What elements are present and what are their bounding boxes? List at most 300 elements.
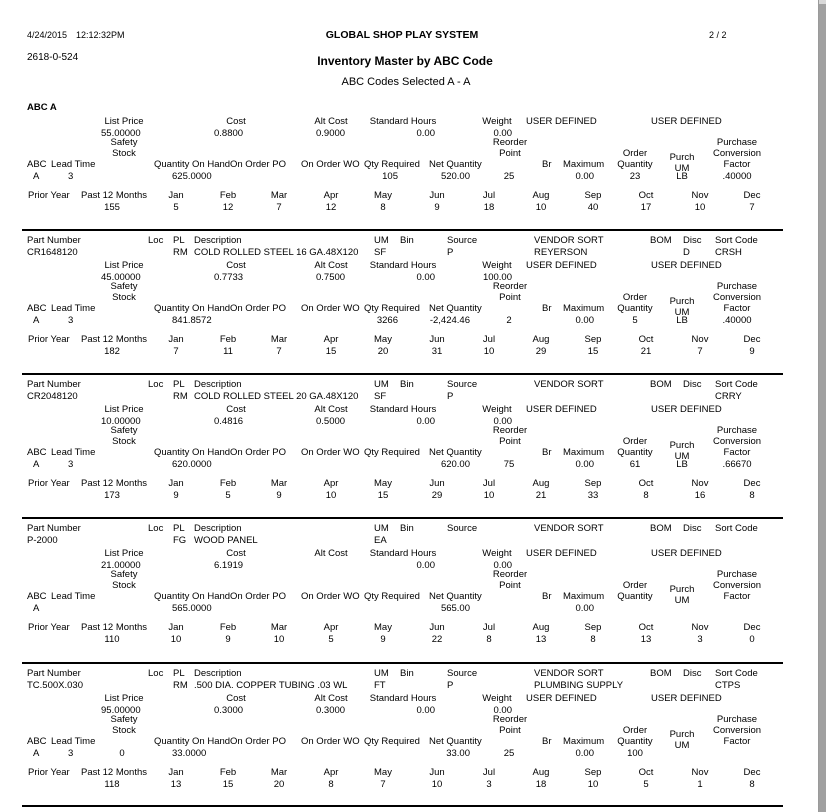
part-4-label-stock: Stock (112, 580, 136, 591)
part-3-label-user-defined-2: USER DEFINED (651, 404, 722, 415)
part-4-month-value-nov: 3 (697, 634, 703, 645)
part-4-label-abc: ABC (27, 591, 47, 602)
part-3-label-month-oct: Oct (638, 478, 654, 489)
part-3-label-purch: Purch (669, 440, 695, 451)
part-3-pl: RM (173, 391, 188, 402)
part-1-label-safety: Safety (110, 137, 138, 148)
part-3-label-quantity: Quantity (617, 447, 653, 458)
part-5-label-month-may: May (374, 767, 392, 778)
report-time: 12:12:32PM (76, 30, 125, 40)
part-3-label-qty-required: Qty Required (364, 447, 420, 458)
part-2-abc: A (33, 315, 40, 326)
part-4-label-source: Source (447, 523, 478, 534)
part-3-label-qty-on-hand: Quantity On Hand (154, 447, 231, 458)
part-2-alt-cost: 0.7500 (316, 272, 346, 283)
part-5-label-standard-hours: Standard Hours (369, 693, 437, 704)
part-5-label-month-apr: Apr (323, 767, 339, 778)
part-3-label-pl: PL (173, 379, 185, 390)
part-3-label-purchase: Purchase (716, 425, 758, 436)
part-1-month-value-sep: 40 (587, 202, 599, 213)
part-1-month-value-jun: 9 (434, 202, 440, 213)
part-1-label-month-oct: Oct (638, 190, 654, 201)
part-5-source: P (447, 680, 454, 691)
part-2-label-reorder: Reorder (492, 281, 528, 292)
part-5-part-number: TC.500X.030 (27, 680, 83, 691)
part-1-label-alt-cost: Alt Cost (314, 116, 348, 127)
part-2-label-pl: PL (173, 235, 185, 246)
part-3-abc: A (33, 459, 40, 470)
part-3-alt-cost: 0.5000 (316, 416, 346, 427)
part-4-um: EA (374, 535, 387, 546)
part-4-label-standard-hours: Standard Hours (369, 548, 437, 559)
part-1-month-value-nov: 10 (694, 202, 706, 213)
part-4-month-value-apr: 5 (328, 634, 334, 645)
part-5-month-value-nov: 1 (697, 779, 703, 790)
part-2-label-on-order-wo: On Order WO (301, 303, 360, 314)
part-1-label-purch-um: UM (674, 163, 690, 174)
part-4-label-weight: Weight (482, 548, 512, 559)
part-4-label-disc: Disc (683, 523, 702, 534)
part-2-order-quantity: 5 (632, 315, 638, 326)
part-4-label-month-jan: Jan (168, 622, 184, 633)
part-3-label-month-feb: Feb (219, 478, 237, 489)
part-3-label-vendor-sort: VENDOR SORT (534, 379, 604, 390)
part-2-sort-code: CRSH (715, 247, 742, 258)
part-3-label-month-mar: Mar (270, 478, 288, 489)
part-3-month-value-jan: 9 (173, 490, 179, 501)
part-1-label-past-12-months: Past 12 Months (81, 190, 148, 201)
part-5-month-value-jun: 10 (431, 779, 443, 790)
part-2-label-prior-year: Prior Year (28, 334, 70, 345)
part-1-label-abc: ABC (27, 159, 47, 170)
part-4-list-price: 21.00000 (101, 560, 141, 571)
page-shadow (819, 4, 826, 812)
part-2-label-order: Order (622, 292, 648, 303)
part-2-past-12-months: 182 (104, 346, 120, 357)
part-5-label-um: UM (374, 668, 389, 679)
part-1-cost: 0.8800 (214, 128, 244, 139)
part-5-label-disc: Disc (683, 668, 702, 679)
part-5-label-month-jan: Jan (168, 767, 184, 778)
part-5-month-value-sep: 10 (587, 779, 599, 790)
part-4-label-bin: Bin (400, 523, 414, 534)
part-5-label-order: Order (622, 725, 648, 736)
part-5-label-sort-code: Sort Code (715, 668, 758, 679)
part-5-weight: 0.00 (493, 705, 512, 716)
part-4-weight: 0.00 (493, 560, 512, 571)
part-3-month-value-aug: 21 (535, 490, 547, 501)
part-1-standard-hours: 0.00 (416, 128, 435, 139)
part-1-conversion-factor: .40000 (722, 171, 752, 182)
part-2-label-net-quantity: Net Quantity (429, 303, 482, 314)
part-1-label-month-jan: Jan (168, 190, 184, 201)
part-2-label-disc: Disc (683, 235, 702, 246)
part-2-lead-time: 3 (68, 315, 74, 326)
part-4-past-12-months: 110 (104, 634, 120, 645)
part-1-label-reorder: Reorder (492, 137, 528, 148)
part-5-description: .500 DIA. COPPER TUBING .03 WL (194, 680, 348, 691)
part-2-disc: D (683, 247, 690, 258)
part-3-month-value-mar: 9 (276, 490, 282, 501)
part-1-label-qty-required: Qty Required (364, 159, 420, 170)
part-2-label-alt-cost: Alt Cost (314, 260, 348, 271)
part-3-part-number: CR2048120 (27, 391, 78, 402)
part-5-label-qty-on-hand: Quantity On Hand (154, 736, 231, 747)
part-5-label-month-feb: Feb (219, 767, 237, 778)
part-3-label-reorder: Reorder (492, 425, 528, 436)
part-1-label-purch: Purch (669, 152, 695, 163)
part-5-safety-stock: 0 (119, 748, 125, 759)
part-4-month-value-sep: 8 (590, 634, 596, 645)
part-5-cost: 0.3000 (214, 705, 244, 716)
part-2-label-bom: BOM (650, 235, 672, 246)
part-5-label-description: Description (194, 668, 242, 679)
part-4-label-month-nov: Nov (691, 622, 709, 633)
part-3-label-month-apr: Apr (323, 478, 339, 489)
part-1-label-month-apr: Apr (323, 190, 339, 201)
part-1-month-value-apr: 12 (325, 202, 337, 213)
part-2-month-value-mar: 7 (276, 346, 282, 357)
part-1-label-net-quantity: Net Quantity (429, 159, 482, 170)
part-1-label-month-mar: Mar (270, 190, 288, 201)
part-3-month-value-sep: 33 (587, 490, 599, 501)
part-5-month-value-aug: 18 (535, 779, 547, 790)
part-3-separator-line (22, 517, 783, 519)
part-5-vendor: PLUMBING SUPPLY (534, 680, 624, 691)
part-3-label-um: UM (374, 379, 389, 390)
part-4-maximum: 0.00 (575, 603, 594, 614)
part-3-qty-on-hand: 620.0000 (172, 459, 212, 470)
part-3-month-value-jun: 29 (431, 490, 443, 501)
part-4-pl: FG (173, 535, 187, 546)
part-2-list-price: 45.00000 (101, 272, 141, 283)
part-3-month-value-apr: 10 (325, 490, 337, 501)
part-5-label-purch: Purch (669, 729, 695, 740)
part-5-pl: RM (173, 680, 188, 691)
part-2-month-value-dec: 9 (749, 346, 755, 357)
part-3-description: COLD ROLLED STEEL 20 GA.48X120 (194, 391, 359, 402)
part-5-lead-time: 3 (68, 748, 74, 759)
part-1-qty-on-hand: 625.0000 (172, 171, 212, 182)
part-1-label-lead-time: Lead Time (51, 159, 96, 170)
part-1-label-qty-on-hand: Quantity On Hand (154, 159, 231, 170)
part-5-label-abc: ABC (27, 736, 47, 747)
part-3-past-12-months: 173 (104, 490, 120, 501)
part-2-label-stock: Stock (112, 292, 136, 303)
part-3-label-cost: Cost (226, 404, 246, 415)
part-3-list-price: 10.00000 (101, 416, 141, 427)
part-4-label-maximum: Maximum (563, 591, 605, 602)
part-4-month-value-jul: 8 (486, 634, 492, 645)
part-5-label-quantity: Quantity (617, 736, 653, 747)
part-4-label-vendor-sort: VENDOR SORT (534, 523, 604, 534)
part-5-month-value-jul: 3 (486, 779, 492, 790)
part-5-order-quantity: 100 (627, 748, 643, 759)
part-3-label-on-order-po: On Order PO (230, 447, 286, 458)
part-1-label-purchase: Purchase (716, 137, 758, 148)
part-3-label-bom: BOM (650, 379, 672, 390)
part-2-weight: 100.00 (482, 272, 512, 283)
part-5-label-month-jul: Jul (482, 767, 496, 778)
part-2-label-point: Point (499, 292, 521, 303)
part-2-qty-on-hand: 841.8572 (172, 315, 212, 326)
part-2-label-qty-on-hand: Quantity On Hand (154, 303, 231, 314)
system-name: GLOBAL SHOP PLAY SYSTEM (325, 29, 479, 41)
part-5-month-value-may: 7 (380, 779, 386, 790)
part-3-label-month-may: May (374, 478, 392, 489)
part-3-net-quantity: 620.00 (440, 459, 470, 470)
part-1-month-value-may: 8 (380, 202, 386, 213)
part-5-label-stock: Stock (112, 725, 136, 736)
part-2-label-standard-hours: Standard Hours (369, 260, 437, 271)
part-4-label-point: Point (499, 580, 521, 591)
part-1-label-month-may: May (374, 190, 392, 201)
part-2-cost: 0.7733 (214, 272, 244, 283)
part-4-month-value-may: 9 (380, 634, 386, 645)
part-2-label-bin: Bin (400, 235, 414, 246)
report-title: Inventory Master by ABC Code (317, 54, 493, 68)
part-1-list-price: 55.00000 (101, 128, 141, 139)
part-4-label-bom: BOM (650, 523, 672, 534)
part-5-abc: A (33, 748, 40, 759)
part-2-maximum: 0.00 (575, 315, 594, 326)
part-3-label-description: Description (194, 379, 242, 390)
part-4-separator-line (22, 662, 783, 664)
part-5-month-value-dec: 8 (749, 779, 755, 790)
part-5-label-factor: Factor (723, 736, 751, 747)
part-5-label-pl: PL (173, 668, 185, 679)
part-1-abc: A (33, 171, 40, 182)
part-3-month-value-jul: 10 (483, 490, 495, 501)
part-2-label-cost: Cost (226, 260, 246, 271)
part-4-label-factor: Factor (723, 591, 751, 602)
part-3-cost: 0.4816 (214, 416, 244, 427)
part-5-label-on-order-wo: On Order WO (301, 736, 360, 747)
part-2-label-sort-code: Sort Code (715, 235, 758, 246)
part-3-label-weight: Weight (482, 404, 512, 415)
part-2-vendor: REYERSON (534, 247, 588, 258)
part-3-source: P (447, 391, 454, 402)
part-3-label-month-jun: Jun (429, 478, 445, 489)
part-4-month-value-dec: 0 (749, 634, 755, 645)
part-1-label-month-jul: Jul (482, 190, 496, 201)
part-2-month-value-sep: 15 (587, 346, 599, 357)
part-1-order-quantity: 23 (629, 171, 641, 182)
part-5-label-lead-time: Lead Time (51, 736, 96, 747)
part-5-label-month-aug: Aug (532, 767, 550, 778)
part-3-purch-um: LB (676, 459, 688, 470)
part-5-label-month-mar: Mar (270, 767, 288, 778)
part-3-month-value-may: 15 (377, 490, 389, 501)
part-4-label-list-price: List Price (104, 548, 144, 559)
part-3-label-user-defined-1: USER DEFINED (526, 404, 597, 415)
part-4-qty-on-hand: 565.0000 (172, 603, 212, 614)
part-3-label-purch-um: UM (674, 451, 690, 462)
part-1-weight: 0.00 (493, 128, 512, 139)
part-4-label-purch: Purch (669, 584, 695, 595)
part-2-label-month-oct: Oct (638, 334, 654, 345)
part-5-month-value-feb: 15 (222, 779, 234, 790)
part-4-label-month-aug: Aug (532, 622, 550, 633)
part-3-label-loc: Loc (148, 379, 164, 390)
part-5-label-safety: Safety (110, 714, 138, 725)
part-2-label-weight: Weight (482, 260, 512, 271)
part-1-label-point: Point (499, 148, 521, 159)
part-5-label-past-12-months: Past 12 Months (81, 767, 148, 778)
part-2-label-month-aug: Aug (532, 334, 550, 345)
part-5-label-net-quantity: Net Quantity (429, 736, 482, 747)
part-4-label-on-order-wo: On Order WO (301, 591, 360, 602)
part-2-label-lead-time: Lead Time (51, 303, 96, 314)
part-4-label-br: Br (542, 591, 552, 602)
part-2-label-on-order-po: On Order PO (230, 303, 286, 314)
part-5-label-month-nov: Nov (691, 767, 709, 778)
part-4-label-month-mar: Mar (270, 622, 288, 633)
part-1-label-month-sep: Sep (584, 190, 602, 201)
part-4-label-description: Description (194, 523, 242, 534)
part-4-month-value-mar: 10 (273, 634, 285, 645)
part-1-alt-cost: 0.9000 (316, 128, 346, 139)
part-2-label-past-12-months: Past 12 Months (81, 334, 148, 345)
part-5-label-reorder: Reorder (492, 714, 528, 725)
part-3-label-standard-hours: Standard Hours (369, 404, 437, 415)
part-1-label-month-feb: Feb (219, 190, 237, 201)
part-4-label-month-jul: Jul (482, 622, 496, 633)
part-1-month-value-dec: 7 (749, 202, 755, 213)
part-1-label-cost: Cost (226, 116, 246, 127)
part-4-label-month-feb: Feb (219, 622, 237, 633)
part-3-label-past-12-months: Past 12 Months (81, 478, 148, 489)
part-2-label-vendor-sort: VENDOR SORT (534, 235, 604, 246)
part-5-label-month-sep: Sep (584, 767, 602, 778)
part-3-label-factor: Factor (723, 447, 751, 458)
part-2-label-part-number: Part Number (27, 235, 81, 246)
part-2-label-month-feb: Feb (219, 334, 237, 345)
part-5-label-weight: Weight (482, 693, 512, 704)
part-5-label-month-oct: Oct (638, 767, 654, 778)
part-1-label-conversion: Conversion (712, 148, 762, 159)
part-3-label-abc: ABC (27, 447, 47, 458)
part-1-reorder-point: 25 (503, 171, 515, 182)
part-1-qty-required: 105 (382, 171, 398, 182)
part-2-label-month-sep: Sep (584, 334, 602, 345)
part-1-label-month-dec: Dec (743, 190, 761, 201)
part-2-label-um: UM (374, 235, 389, 246)
part-3-label-safety: Safety (110, 425, 138, 436)
part-5-month-value-oct: 5 (643, 779, 649, 790)
part-5-label-maximum: Maximum (563, 736, 605, 747)
part-5-alt-cost: 0.3000 (316, 705, 346, 716)
part-3-conversion-factor: .66670 (722, 459, 752, 470)
part-3-label-source: Source (447, 379, 478, 390)
part-3-label-br: Br (542, 447, 552, 458)
part-2-month-value-jun: 31 (431, 346, 443, 357)
part-2-label-month-dec: Dec (743, 334, 761, 345)
part-1-label-on-order-wo: On Order WO (301, 159, 360, 170)
part-3-label-order: Order (622, 436, 648, 447)
part-4-label-sort-code: Sort Code (715, 523, 758, 534)
part-1-label-user-defined-1: USER DEFINED (526, 116, 597, 127)
part-3-label-disc: Disc (683, 379, 702, 390)
part-1-label-user-defined-2: USER DEFINED (651, 116, 722, 127)
part-2-label-month-jan: Jan (168, 334, 184, 345)
part-3-reorder-point: 75 (503, 459, 515, 470)
part-5-label-user-defined-2: USER DEFINED (651, 693, 722, 704)
part-4-label-order: Order (622, 580, 648, 591)
part-5-separator-line (22, 805, 783, 807)
part-3-label-bin: Bin (400, 379, 414, 390)
part-4-label-qty-on-hand: Quantity On Hand (154, 591, 231, 602)
part-5-label-source: Source (447, 668, 478, 679)
part-1-label-month-nov: Nov (691, 190, 709, 201)
part-4-label-month-jun: Jun (429, 622, 445, 633)
part-4-label-alt-cost: Alt Cost (314, 548, 348, 559)
part-3-label-month-nov: Nov (691, 478, 709, 489)
part-2-label-source: Source (447, 235, 478, 246)
part-4-label-quantity: Quantity (617, 591, 653, 602)
part-2-source: P (447, 247, 454, 258)
part-5-label-cost: Cost (226, 693, 246, 704)
part-2-label-qty-required: Qty Required (364, 303, 420, 314)
part-2-qty-required: 3266 (376, 315, 398, 326)
part-4-label-um: UM (374, 523, 389, 534)
part-3-order-quantity: 61 (629, 459, 641, 470)
part-2-label-purch: Purch (669, 296, 695, 307)
part-5-label-month-jun: Jun (429, 767, 445, 778)
part-2-label-purch-um: UM (674, 307, 690, 318)
part-4-label-qty-required: Qty Required (364, 591, 420, 602)
part-1-lead-time: 3 (68, 171, 74, 182)
part-5-month-value-apr: 8 (328, 779, 334, 790)
part-1-month-value-jul: 18 (483, 202, 495, 213)
part-5-label-purch-um: UM (674, 740, 690, 751)
part-3-label-lead-time: Lead Time (51, 447, 96, 458)
part-5-maximum: 0.00 (575, 748, 594, 759)
part-4-label-safety: Safety (110, 569, 138, 580)
part-4-part-number: P-2000 (27, 535, 58, 546)
part-3-label-prior-year: Prior Year (28, 478, 70, 489)
part-4-abc: A (33, 603, 40, 614)
part-5-month-value-mar: 20 (273, 779, 285, 790)
part-2-label-month-jun: Jun (429, 334, 445, 345)
part-5-label-br: Br (542, 736, 552, 747)
part-1-label-prior-year: Prior Year (28, 190, 70, 201)
part-5-month-value-jan: 13 (170, 779, 182, 790)
page-number: 2 / 2 (709, 30, 727, 40)
part-2-label-description: Description (194, 235, 242, 246)
part-3-label-on-order-wo: On Order WO (301, 447, 360, 458)
part-2-label-month-jul: Jul (482, 334, 496, 345)
part-3-label-month-jan: Jan (168, 478, 184, 489)
part-5-label-month-dec: Dec (743, 767, 761, 778)
part-5-label-user-defined-1: USER DEFINED (526, 693, 597, 704)
part-2-label-abc: ABC (27, 303, 47, 314)
part-2-purch-um: LB (676, 315, 688, 326)
report-date: 4/24/2015 (27, 30, 68, 40)
part-5-label-alt-cost: Alt Cost (314, 693, 348, 704)
part-3-label-list-price: List Price (104, 404, 144, 415)
part-1-label-standard-hours: Standard Hours (369, 116, 437, 127)
part-4-label-month-dec: Dec (743, 622, 761, 633)
part-4-label-pl: PL (173, 523, 185, 534)
part-5-past-12-months: 118 (104, 779, 120, 790)
part-2-month-value-apr: 15 (325, 346, 337, 357)
part-2-label-user-defined-1: USER DEFINED (526, 260, 597, 271)
part-5-label-bom: BOM (650, 668, 672, 679)
part-5-qty-on-hand: 33.0000 (172, 748, 207, 759)
part-2-label-maximum: Maximum (563, 303, 605, 314)
part-1-label-list-price: List Price (104, 116, 144, 127)
